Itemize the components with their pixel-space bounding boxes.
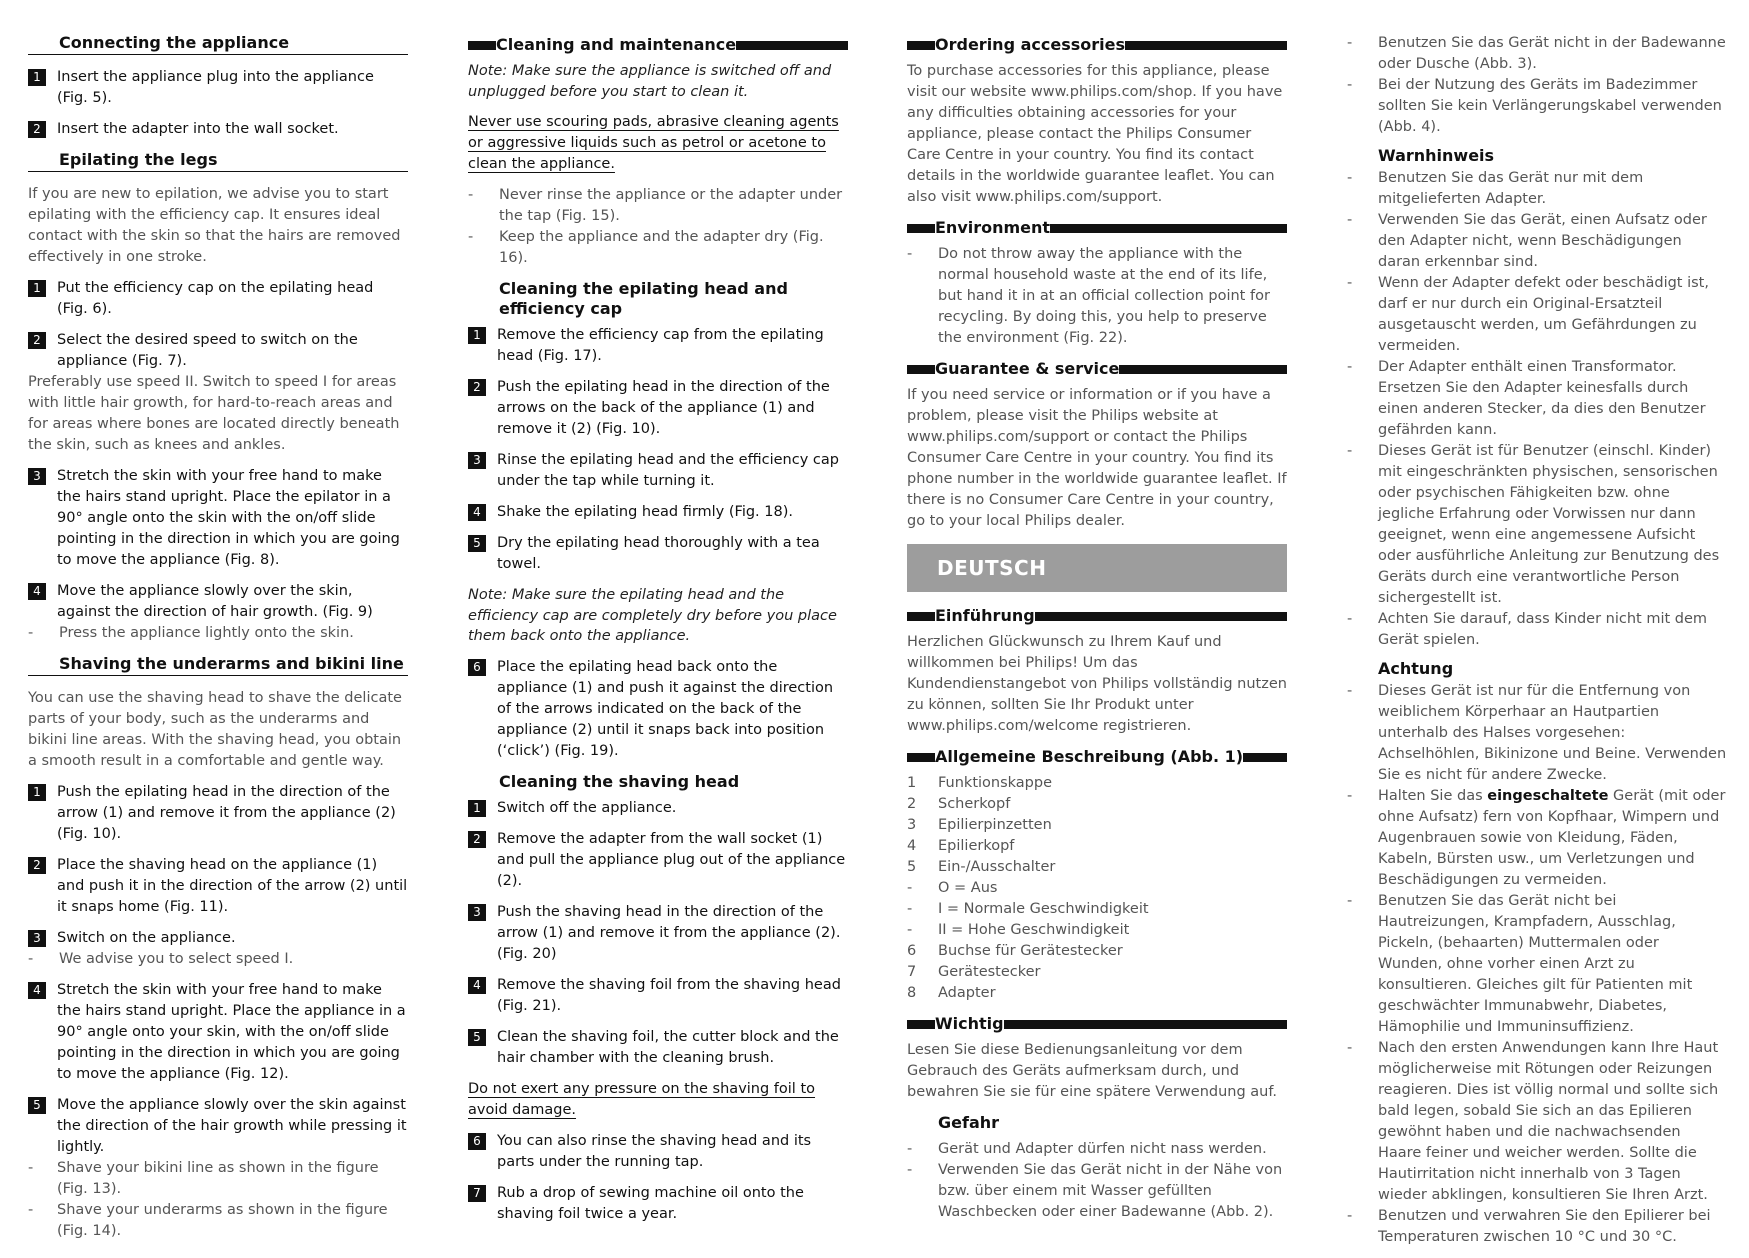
step-2: 2 Place the shaving head on the appliance (1) and push it in the direction of the arrow (2) until it snaps home (Fig. 11).	[28, 855, 408, 918]
step-3: 3 Push the shaving head in the direction of the arrow (1) and remove it from the appliance (2). (Fig. 20)	[468, 902, 848, 965]
list-item: - Verwenden Sie das Gerät nicht in der Nähe von bzw. über einem mit Wasser gefüllten Waschbecken oder einer Badewanne (Abb. 2).	[907, 1162, 1283, 1220]
list-item: - We advise you to select speed I.	[28, 951, 294, 967]
list-item: - Benutzen und verwahren Sie den Epilierer bei Temperaturen zwischen 10 °C und 30 °C.	[1347, 1208, 1711, 1245]
section-title-gefahr: Gefahr	[938, 1113, 1000, 1132]
dash-list	[28, 1158, 408, 1242]
step-6: 6 You can also rinse the shaving head and its parts under the running tap.	[468, 1131, 848, 1173]
step-4: 4 Stretch the skin with your free hand to make the hairs stand upright. Place the appliance in a 90° angle onto your skin, with the on/off slide pointing in the direction in which you are going to move the appliance (Fig. 12).	[28, 980, 408, 1085]
step-5: 5 Clean the shaving foil, the cutter block and the hair chamber with the cleaning brush.	[468, 1027, 848, 1069]
list-item: - Der Adapter enthält einen Transformator. Ersetzen Sie den Adapter keinesfalls durch einen anderen Stecker, da dies den Benutzer gefährden kann.	[1347, 359, 1706, 438]
list-item: - O = Aus	[907, 880, 998, 896]
step-5: 5 Dry the epilating head thoroughly with a tea towel.	[468, 533, 848, 575]
list-item: - Keep the appliance and the adapter dry (Fig. 16).	[468, 229, 824, 266]
list-item: - Halten Sie das eingeschaltete Gerät (mit oder ohne Aufsatz) fern von Kopfhaar, Wimpern und Augenbrauen sowie von Kleidung, Fäden, Kabeln, Bürsten usw., um Verletzungen und Beschädigungen zu vermeiden.	[1347, 788, 1726, 888]
list-item: - Benutzen Sie das Gerät nicht in der Badewanne oder Dusche (Abb. 3).	[1347, 35, 1726, 72]
parts-list	[907, 773, 1287, 1004]
list-item: 3 Epilierpinzetten	[907, 817, 1052, 833]
list-item: - II = Hohe Geschwindigkeit	[907, 922, 1130, 938]
paragraph: You can use the shaving head to shave the delicate parts of your body, such as the underarms and bikini line areas. With the shaving head, you obtain a smooth result in a comfortable and gentle way.	[28, 690, 402, 769]
section-title-achtung: Achtung	[1378, 659, 1454, 678]
section-title-warnhinweis: Warnhinweis	[1378, 146, 1495, 165]
step-5: 5 Move the appliance slowly over the skin against the direction of the hair growth while pressing it lightly.	[28, 1095, 408, 1158]
list-item: - Gerät und Adapter dürfen nicht nass werden.	[907, 1141, 1267, 1157]
step-4: 4 Remove the shaving foil from the shaving head (Fig. 21).	[468, 975, 848, 1017]
section-title-shaving: Shaving the underarms and bikini line	[28, 654, 408, 676]
section-title-cleaning-shaving-head: Cleaning the shaving head	[499, 771, 740, 791]
dash-list	[28, 949, 408, 970]
dash-list	[28, 623, 408, 644]
step-number: 1	[28, 69, 46, 86]
list-item: - Nach den ersten Anwendungen kann Ihre Haut möglicherweise mit Rötungen oder Reizungen reagieren. Dies ist völlig normal und sollte sich bald legen, sobald Sie sich an das Epilieren gewöhnt haben und die nachwachsenden Haare feiner und weicher werden. Sollte die Hautirritation nicht innerhalb von 3 Tagen wieder abklingen, konsultieren Sie Ihren Arzt.	[1347, 1040, 1719, 1203]
step-4: 4 Move the appliance slowly over the skin, against the direction of hair growth. (Fig. 9)	[28, 581, 408, 623]
dash-list	[468, 185, 848, 269]
list-item: - I = Normale Geschwindigkeit	[907, 901, 1149, 917]
paragraph: Preferably use speed II. Switch to speed I for areas with little hair growth, for hard-to-reach areas and for areas where bones are located directly beneath the skin, such as knees and ankles.	[28, 374, 400, 453]
paragraph: Herzlichen Glückwunsch zu Ihrem Kauf und willkommen bei Philips! Um das Kundendienstangebot von Philips vollständig nutzen zu können, sollten Sie Ihr Produkt unter www.philips.com/welcome registrieren.	[907, 634, 1287, 734]
step-1: 1 Put the efficiency cap on the epilating head (Fig. 6).	[28, 278, 408, 320]
list-item: - Dieses Gerät ist nur für die Entfernung von weiblichem Körperhaar an Hautpartien unterhalb des Halses vorgesehen: Achselhöhlen, Bikinizone und Beine. Verwenden Sie es nicht für andere Zwecke.	[1347, 683, 1727, 783]
paragraph: If you need service or information or if you have a problem, please visit the Philips website at www.philips.com/support or contact the Philips Consumer Care Centre in your country. You find its phone number in the worldwide guarantee leaflet. If there is no Consumer Care Centre in your country, go to your local Philips dealer.	[907, 387, 1287, 529]
paragraph: If you are new to epilation, we advise you to start epilating with the efficiency cap. It ensures ideal contact with the skin so that the hairs are removed effectively in one stroke.	[28, 186, 401, 265]
list-item: - Shave your bikini line as shown in the figure (Fig. 13).	[28, 1160, 379, 1197]
list-item: 1 Funktionskappe	[907, 775, 1053, 791]
step-2: 2 Select the desired speed to switch on the appliance (Fig. 7).	[28, 330, 408, 372]
list-item: - Achten Sie darauf, dass Kinder nicht mit dem Gerät spielen.	[1347, 611, 1708, 648]
list-item: - Benutzen Sie das Gerät nicht bei Hautreizungen, Krampfadern, Ausschlag, Pickeln, (behaarten) Muttermalen oder Wunden, ohne vorher einen Arzt zu konsultieren. Gleiches gilt für Patienten mit geschwächter Immunabwehr, Diabetes, Hämophilie und Immuninsuffizienz.	[1347, 893, 1693, 1035]
list-item: 6 Buchse für Gerätestecker	[907, 943, 1123, 959]
section-title-environment: Environment	[907, 218, 1287, 238]
step-7: 7 Rub a drop of sewing machine oil onto the shaving foil twice a year.	[468, 1183, 848, 1225]
warning: Never use scouring pads, abrasive cleaning agents or aggressive liquids such as petrol or acetone to clean the appliance.	[468, 114, 839, 172]
paragraph: To purchase accessories for this appliance, please visit our website www.philips.com/shop. If you have any difficulties obtaining accessories for your appliance, please contact the Philips Consumer Care Centre in your country. You find its contact details in the worldwide guarantee leaflet. You can also visit www.philips.com/support.	[907, 63, 1283, 205]
dash-list	[1347, 168, 1727, 651]
list-item: - Verwenden Sie das Gerät, einen Aufsatz oder den Adapter nicht, wenn Beschädigungen daran erkennbar sind.	[1347, 212, 1707, 270]
step-number: 2	[28, 121, 46, 138]
note: Note: Make sure the appliance is switched off and unplugged before you start to clean it.	[468, 63, 832, 100]
step-2: 2 Push the epilating head in the direction of the arrows on the back of the appliance (1) and remove it (2) (Fig. 10).	[468, 377, 848, 440]
paragraph: Lesen Sie diese Bedienungsanleitung vor dem Gebrauch des Geräts aufmerksam durch, und bewahren Sie sie für eine spätere Verwendung auf.	[907, 1042, 1278, 1100]
language-banner: DEUTSCH	[907, 544, 1287, 592]
dash-list	[1347, 681, 1727, 1248]
section-title-connecting: Connecting the appliance	[28, 33, 408, 55]
step-1: 1 Push the epilating head in the direction of the arrow (1) and remove it from the appliance (2) (Fig. 10).	[28, 782, 408, 845]
list-item: - Wenn der Adapter defekt oder beschädigt ist, darf er nur durch ein Original-Ersatzteil ausgetauscht werden, um Gefährdungen zu vermeiden.	[1347, 275, 1709, 354]
list-item: 8 Adapter	[907, 985, 996, 1001]
list-item: 2 Scherkopf	[907, 796, 1011, 812]
dash-list	[1347, 33, 1727, 138]
section-title-epilating-legs: Epilating the legs	[28, 150, 408, 172]
list-item: - Dieses Gerät ist für Benutzer (einschl. Kinder) mit eingeschränkten physischen, sensorischen oder psychischen Fähigkeiten bzw. ohne jegliche Erfahrung oder Vorwissen nur dann geeignet, wenn eine angemessene Aufsicht oder ausführliche Anleitung zur Benutzung des Geräts durch eine verantwortliche Person sichergestellt ist.	[1347, 443, 1720, 606]
list-item: - Do not throw away the appliance with the normal household waste at the end of its life, but hand it in at an official collection point for recycling. By doing this, you help to preserve the environment (Fig. 22).	[907, 246, 1270, 346]
section-title-wichtig: Wichtig	[907, 1014, 1287, 1034]
section-title-guarantee: Guarantee & service	[907, 359, 1287, 379]
warning: Do not exert any pressure on the shaving foil to avoid damage.	[468, 1080, 816, 1118]
list-item: - Shave your underarms as shown in the figure (Fig. 14).	[28, 1202, 388, 1239]
step-3: 3 Switch on the appliance.	[28, 928, 408, 949]
step-3: 3 Rinse the epilating head and the efficiency cap under the tap while turning it.	[468, 450, 848, 492]
step-1: 1 Remove the efficiency cap from the epilating head (Fig. 17).	[468, 325, 848, 367]
section-title-ordering: Ordering accessories	[907, 35, 1287, 55]
section-title-cleaning: Cleaning and maintenance	[468, 35, 848, 55]
step-2: 2 Remove the adapter from the wall socket (1) and pull the appliance plug out of the appliance (2).	[468, 829, 848, 892]
dash-list	[907, 244, 1287, 349]
list-item: - Bei der Nutzung des Geräts im Badezimmer sollten Sie kein Verlängerungskabel verwenden (Abb. 4).	[1347, 77, 1722, 135]
step-3: 3 Stretch the skin with your free hand to make the hairs stand upright. Place the epilator in a 90° angle onto the skin with the on/off slide pointing in the direction in which you are going to move the appliance (Fig. 8).	[28, 466, 408, 571]
list-item: 5 Ein-/Ausschalter	[907, 859, 1056, 875]
step-1: 1 Switch off the appliance.	[468, 798, 848, 819]
column-3	[907, 33, 1287, 1233]
step-4: 4 Shake the epilating head firmly (Fig. 18).	[468, 502, 848, 523]
section-title-einfuehrung: Einführung	[907, 606, 1287, 626]
step-1: 1 Insert the appliance plug into the appliance (Fig. 5).	[28, 67, 408, 109]
column-1	[28, 33, 408, 1252]
section-title-beschreibung: Allgemeine Beschreibung (Abb. 1)	[907, 747, 1287, 767]
column-2	[468, 33, 848, 1235]
list-item: - Never rinse the appliance or the adapter under the tap (Fig. 15).	[468, 187, 843, 224]
step-2: 2 Insert the adapter into the wall socket.	[28, 119, 408, 140]
column-4	[1347, 33, 1727, 1258]
list-item: - Press the appliance lightly onto the skin.	[28, 625, 354, 641]
list-item: - Benutzen Sie das Gerät nur mit dem mitgelieferten Adapter.	[1347, 170, 1644, 207]
list-item: 7 Gerätestecker	[907, 964, 1041, 980]
dash-list	[907, 1139, 1287, 1223]
section-title-cleaning-epilating-head: Cleaning the epilating head and efficiency cap	[499, 279, 788, 318]
step-6: 6 Place the epilating head back onto the appliance (1) and push it against the direction of the arrows indicated on the back of the appliance (2) until it snaps back into position (‘click’) (Fig. 19).	[468, 657, 848, 762]
list-item: 4 Epilierkopf	[907, 838, 1015, 854]
note: Note: Make sure the epilating head and the efficiency cap are completely dry before you place them back onto the appliance.	[468, 587, 837, 644]
